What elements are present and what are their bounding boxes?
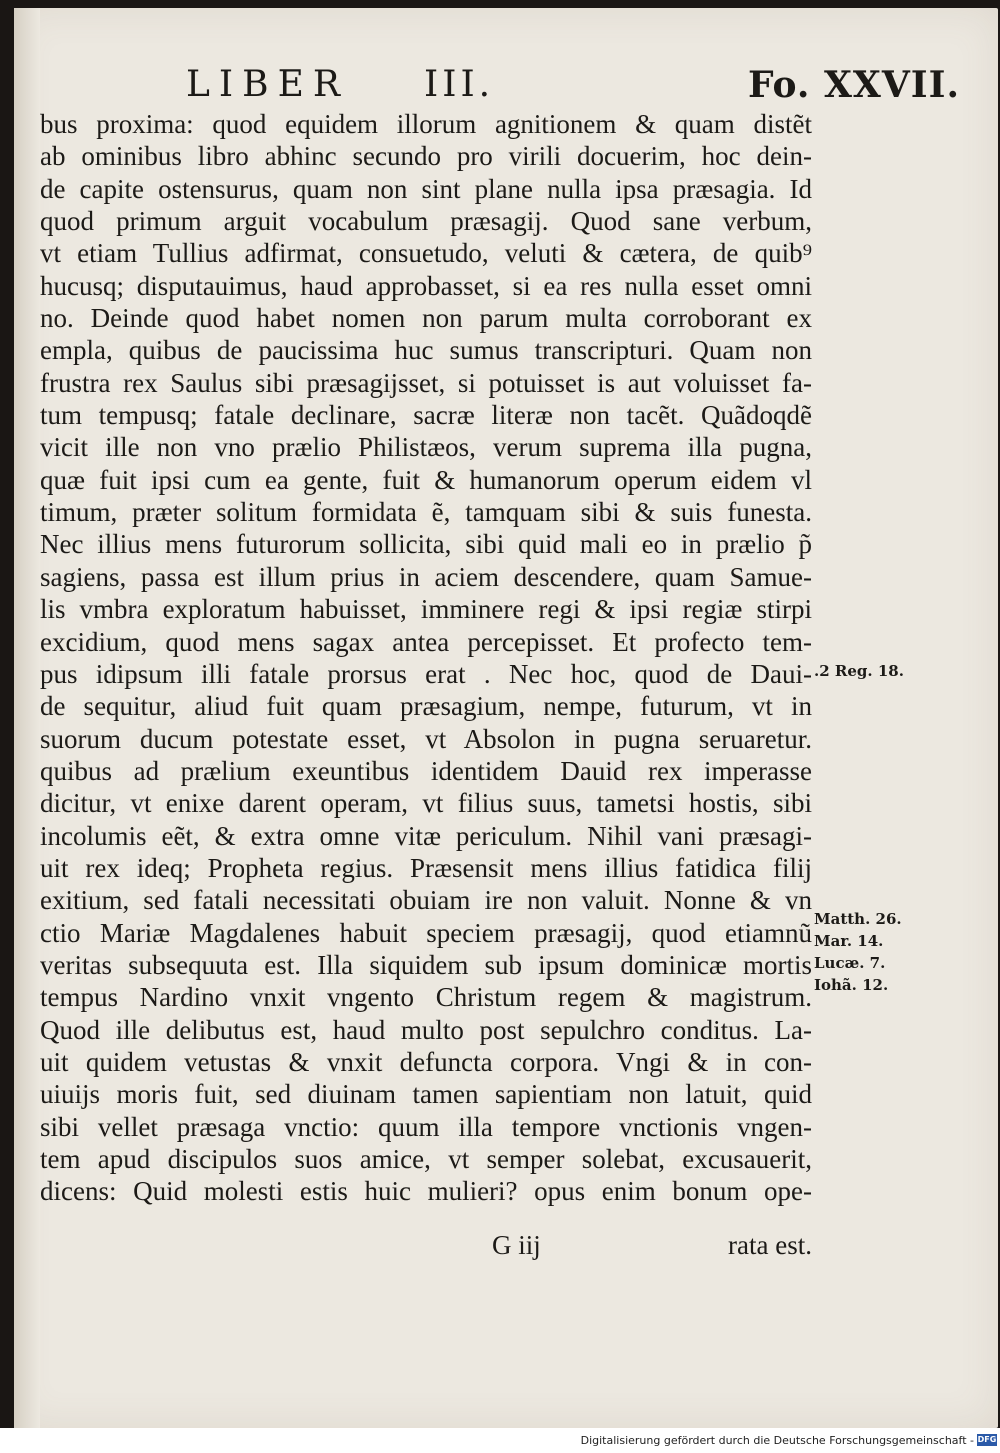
text-line: frustra rex Saulus sibi præsagijsset, si potuisset is aut voluisset fa- [40, 367, 812, 398]
marginal-note-reg [814, 660, 904, 682]
text-line: vt etiam Tullius adfirmat, consuetudo, veluti & cætera, de quib⁹ [40, 238, 812, 269]
text-line: Nec illius mens futurorum sollicita, sibi quid mali eo in prælio p̃ [40, 529, 812, 560]
text-line: tem apud discipulos suos amice, vt semper solebat, excusauerit, [40, 1144, 812, 1174]
text-line: Quod ille delibutus est, haud multo post sepulchro conditus. La- [40, 1014, 812, 1045]
marginal-note-gospels [814, 908, 902, 996]
marginal-ref-mar: Mar. 14. [814, 932, 884, 950]
text-line: excidium, quod mens sagax antea percepisset. Et profecto tem- [40, 626, 812, 657]
text-line: exitium, sed fatali necessitati obuiam ire non valuit. Nonne & vn [40, 885, 812, 916]
footer-bar [0, 1428, 1000, 1453]
text-line: empla, quibus de paucissima huc sumus transcripturi. Quam non [40, 335, 812, 366]
text-line: quibus ad prælium exeuntibus identidem Dauid rex imperasse [40, 755, 812, 786]
page-gutter [14, 8, 40, 1428]
folio-number: Fo. XXVII. [747, 64, 960, 106]
text-line: sagiens, passa est illum prius in aciem descendere, quam Samue- [40, 561, 812, 592]
catchword: rata est. [728, 1230, 812, 1260]
text-line: uit rex ideq; Propheta regius. Præsensit mens illius fatidica filij [40, 852, 812, 883]
text-line: ctio Mariæ Magdalenes habuit speciem præsagij, quod etiamnũ [40, 917, 812, 948]
text-line: uit quidem vetustas & vnxit defuncta corpora. Vngi & in con- [40, 1046, 812, 1077]
catchline [40, 1230, 812, 1262]
text-line: lis vmbra exploratum habuisset, imminere regi & ipsi regiæ stirpi [40, 594, 812, 625]
text-line: ab ominibus libro abhinc secundo pro virili docuerim, hoc dein- [40, 141, 812, 172]
page-header [54, 64, 968, 114]
text-line: hucusq; disputauimus, haud approbasset, si ea res nulla esset omni [40, 270, 812, 301]
text-line: pus idipsum illi fatale prorsus erat . Nec hoc, quod de Daui- [40, 658, 812, 689]
text-line: incolumis eẽt, & extra omne vitæ periculum. Nihil vani præsagi- [40, 820, 812, 851]
text-line: sibi vellet præsaga vnctio: quum illa tempore vnctionis vngen- [40, 1111, 812, 1142]
body-text [40, 108, 812, 1208]
marginal-ref-ioha: Iohã. 12. [814, 976, 889, 994]
text-line: vicit ille non vno prælio Philistæos, verum suprema illa pugna, [40, 432, 812, 463]
text-line: veritas subsequuta est. Illa siquidem sub ipsum dominicæ mortis [40, 949, 812, 980]
marginal-ref-matth: Matth. 26. [814, 910, 902, 928]
text-line: quod primum arguit vocabulum præsagij. Quod sane verbum, [40, 206, 812, 237]
text-line: dicitur, vt enixe darent operam, vt filius suus, tametsi hostis, sibi [40, 788, 812, 819]
text-line: quæ fuit ipsi cum ea gente, fuit & humanorum operum eidem vl [40, 464, 812, 495]
text-line: bus proxima: quod equidem illorum agnitionem & quam distẽt [40, 109, 812, 139]
book-number: III. [424, 64, 495, 105]
marginal-ref-lucae: Lucæ. 7. [814, 954, 886, 972]
text-line: suorum ducum potestate esset, vt Absolon in pugna seruaretur. [40, 723, 812, 754]
dfg-logo: DFG [977, 1435, 997, 1444]
marginal-ref-reg: .2 Reg. 18. [814, 662, 904, 680]
text-line: uiuijs moris fuit, sed diuinam tamen sapientiam non latuit, quid [40, 1079, 812, 1110]
text-line: de capite ostensurus, quam non sint plane nulla ipsa præsagia. Id [40, 173, 812, 204]
text-line: tempus Nardino vnxit vngento Christum regem & magistrum. [40, 982, 812, 1013]
book-page [14, 8, 998, 1428]
text-line: dicens: Quid molesti estis huic mulieri? opus enim bonum ope- [40, 1176, 812, 1207]
running-head: LIBER [186, 64, 349, 105]
footer-credit: Digitalisierung gefördert durch die Deutsche Forschungsgemeinschaft - [580, 1434, 974, 1447]
text-line: timum, præter solitum formidata ẽ, tamquam sibi & suis funesta. [40, 497, 812, 528]
text-line: de sequitur, aliud fuit quam præsagium, nempe, futurum, vt in [40, 691, 812, 722]
text-line: no. Deinde quod habet nomen non parum multa corroborant ex [40, 303, 812, 334]
text-line: tum tempusq; fatale declinare, sacræ literæ non tacẽt. Quãdoqdẽ [40, 400, 812, 431]
signature-mark: G iij [492, 1230, 541, 1260]
